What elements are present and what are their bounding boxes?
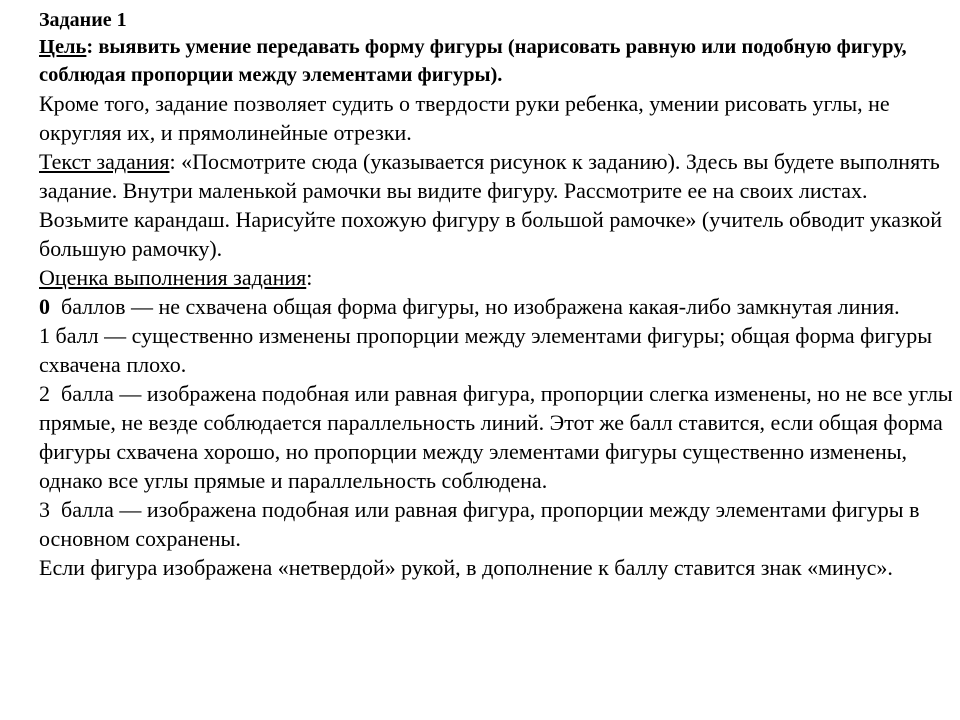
task-text-label: Текст задания (39, 149, 170, 174)
task-title: Задание 1 (39, 9, 127, 31)
score-1-paragraph (39, 321, 954, 379)
task-text-body: : «Посмотрите сюда (указывается рисунок к заданию). Здесь вы будете выполнять задание. Внутри маленькой рамочки вы видите фигуру. Рассмотрите ее на своих листах. Возьмите карандаш. Нарисуйте похожую фигуру в большой рамочке» (учитель обводит указкой большую рамочку). (39, 149, 943, 261)
score-3-paragraph (39, 495, 954, 553)
intro-paragraph: Кроме того, задание позволяет судить о твердости руки ребенка, умении рисовать углы, не округляя их, и прямолинейные отрезки. (39, 91, 890, 145)
goal-text: : выявить умение передавать форму фигуры (нарисовать равную или подобную фигуру, соблюдая пропорции между элементами фигуры). (39, 36, 907, 86)
score-1-text: балл — существенно изменены пропорции между элементами фигуры; общая форма фигуры схвачена плохо. (39, 323, 938, 377)
goal-paragraph (39, 33, 954, 89)
goal-label: Цель (39, 36, 87, 58)
score-0-text: баллов — не схвачена общая форма фигуры, но изображена какая-либо замкнутая линия. (50, 294, 900, 319)
score-3-number: 3 (39, 497, 50, 522)
task-text-paragraph (39, 147, 954, 263)
grading-label: Оценка выполнения задания (39, 265, 307, 290)
score-0-number: 0 (39, 294, 50, 319)
slide-content (39, 0, 959, 582)
score-1-number: 1 (39, 323, 50, 348)
score-3-text: балла — изображена подобная или равная фигура, пропорции между элементами фигуры в основном сохранены. (39, 497, 925, 551)
score-2-number: 2 (39, 381, 50, 406)
score-2-paragraph (39, 379, 959, 495)
score-2-text: балла — изображена подобная или равная фигура, пропорции слегка изменены, но не все углы прямые, не везде соблюдается параллельность линий. Этот же балл ставится, если общая форма фигуры схвачена хорошо, но пропорции между элементами фигуры существенно изменены, однако все углы прямые и параллельность соблюдена. (39, 381, 959, 493)
grading-heading (39, 263, 954, 292)
grading-colon: : (306, 265, 313, 290)
note-paragraph: Если фигура изображена «нетвердой» рукой, в дополнение к баллу ставится знак «минус». (39, 555, 893, 580)
score-0-paragraph (39, 292, 954, 321)
